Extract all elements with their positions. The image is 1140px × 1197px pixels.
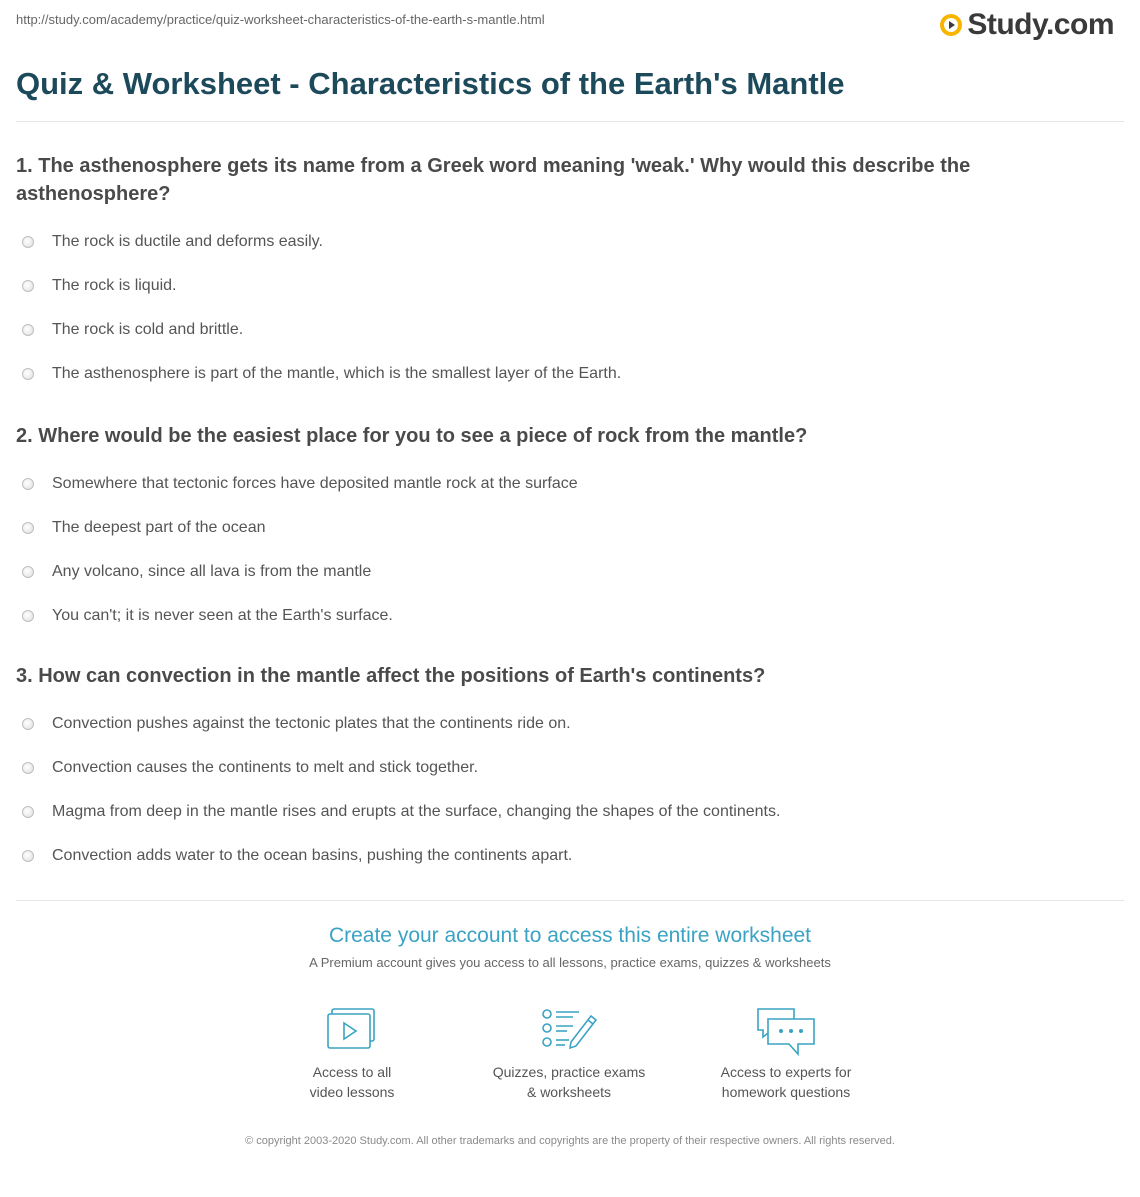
copyright-notice: © copyright 2003-2020 Study.com. All other trademarks and copyrights are the property of their respective owners. All rights reserved.: [245, 1135, 895, 1147]
answer-option[interactable]: [16, 506, 1124, 550]
radio-button[interactable]: [22, 718, 34, 730]
answer-option[interactable]: [16, 790, 1124, 834]
option-label: The asthenosphere is part of the mantle, which is the smallest layer of the Earth.: [52, 365, 622, 382]
chat-bubbles-icon: [754, 1006, 818, 1058]
feature-label-line2: homework questions: [721, 1084, 851, 1100]
feature-label-line1: Access to experts for: [720, 1064, 852, 1080]
option-label: You can't; it is never seen at the Earth's surface.: [52, 607, 393, 624]
answer-option[interactable]: [16, 220, 1124, 264]
question-2: [16, 422, 1124, 662]
question-text: 2. Where would be the easiest place for you to see a piece of rock from the mantle?: [16, 425, 808, 447]
quiz-checklist-icon: [539, 1006, 599, 1052]
page-url: http://study.com/academy/practice/quiz-worksheet-characteristics-of-the-earth-s-mantle.html: [16, 12, 545, 27]
radio-button[interactable]: [22, 610, 34, 622]
divider: [16, 121, 1124, 122]
feature-experts: [686, 1006, 886, 1102]
logo-text: Study.com: [967, 8, 1114, 41]
option-label: The deepest part of the ocean: [52, 519, 266, 536]
cta-title-link[interactable]: Create your account to access this entire worksheet: [328, 924, 812, 947]
option-label: The rock is liquid.: [52, 277, 177, 294]
option-label: Magma from deep in the mantle rises and erupts at the surface, changing the shapes of the continents.: [52, 803, 781, 820]
answer-option[interactable]: [16, 702, 1124, 746]
answer-option[interactable]: [16, 594, 1124, 638]
answer-option[interactable]: [16, 834, 1124, 878]
option-label: The rock is cold and brittle.: [52, 321, 244, 338]
feature-video-lessons: [252, 1006, 452, 1102]
divider: [16, 900, 1124, 901]
question-1: [16, 152, 1124, 422]
page-title: Quiz & Worksheet - Characteristics of the Earth's Mantle: [16, 66, 845, 101]
feature-quizzes: [469, 1006, 669, 1102]
option-label: Convection adds water to the ocean basins, pushing the continents apart.: [52, 847, 573, 864]
answer-option[interactable]: [16, 352, 1124, 396]
feature-label-line1: Access to all: [312, 1064, 392, 1080]
feature-label-line2: & worksheets: [526, 1084, 612, 1100]
cta-subtitle: A Premium account gives you access to all lessons, practice exams, quizzes & worksheets: [309, 955, 831, 970]
study-logo[interactable]: [939, 8, 1114, 42]
radio-button[interactable]: [22, 478, 34, 490]
option-label: Convection causes the continents to melt and stick together.: [52, 759, 479, 776]
option-label: Convection pushes against the tectonic plates that the continents ride on.: [52, 715, 571, 732]
answer-option[interactable]: [16, 264, 1124, 308]
radio-button[interactable]: [22, 236, 34, 248]
radio-button[interactable]: [22, 566, 34, 578]
feature-label-line1: Quizzes, practice exams: [492, 1064, 646, 1080]
question-list: [16, 152, 1124, 878]
radio-button[interactable]: [22, 850, 34, 862]
option-label: Any volcano, since all lava is from the mantle: [52, 563, 372, 580]
question-text: 3. How can convection in the mantle affect the positions of Earth's continents?: [16, 665, 766, 687]
play-circle-icon: [939, 13, 963, 37]
answer-option[interactable]: [16, 308, 1124, 352]
answer-option[interactable]: [16, 462, 1124, 506]
radio-button[interactable]: [22, 368, 34, 380]
feature-label-line2: video lessons: [309, 1084, 395, 1100]
option-label: The rock is ductile and deforms easily.: [52, 233, 323, 250]
radio-button[interactable]: [22, 762, 34, 774]
radio-button[interactable]: [22, 324, 34, 336]
option-label: Somewhere that tectonic forces have deposited mantle rock at the surface: [52, 475, 578, 492]
answer-option[interactable]: [16, 746, 1124, 790]
radio-button[interactable]: [22, 522, 34, 534]
question-text: 1. The asthenosphere gets its name from a Greek word meaning 'weak.' Why would this describe the asthenosphere?: [16, 155, 971, 205]
video-lessons-icon: [325, 1006, 379, 1052]
radio-button[interactable]: [22, 806, 34, 818]
answer-option[interactable]: [16, 550, 1124, 594]
question-3: [16, 662, 1124, 878]
radio-button[interactable]: [22, 280, 34, 292]
